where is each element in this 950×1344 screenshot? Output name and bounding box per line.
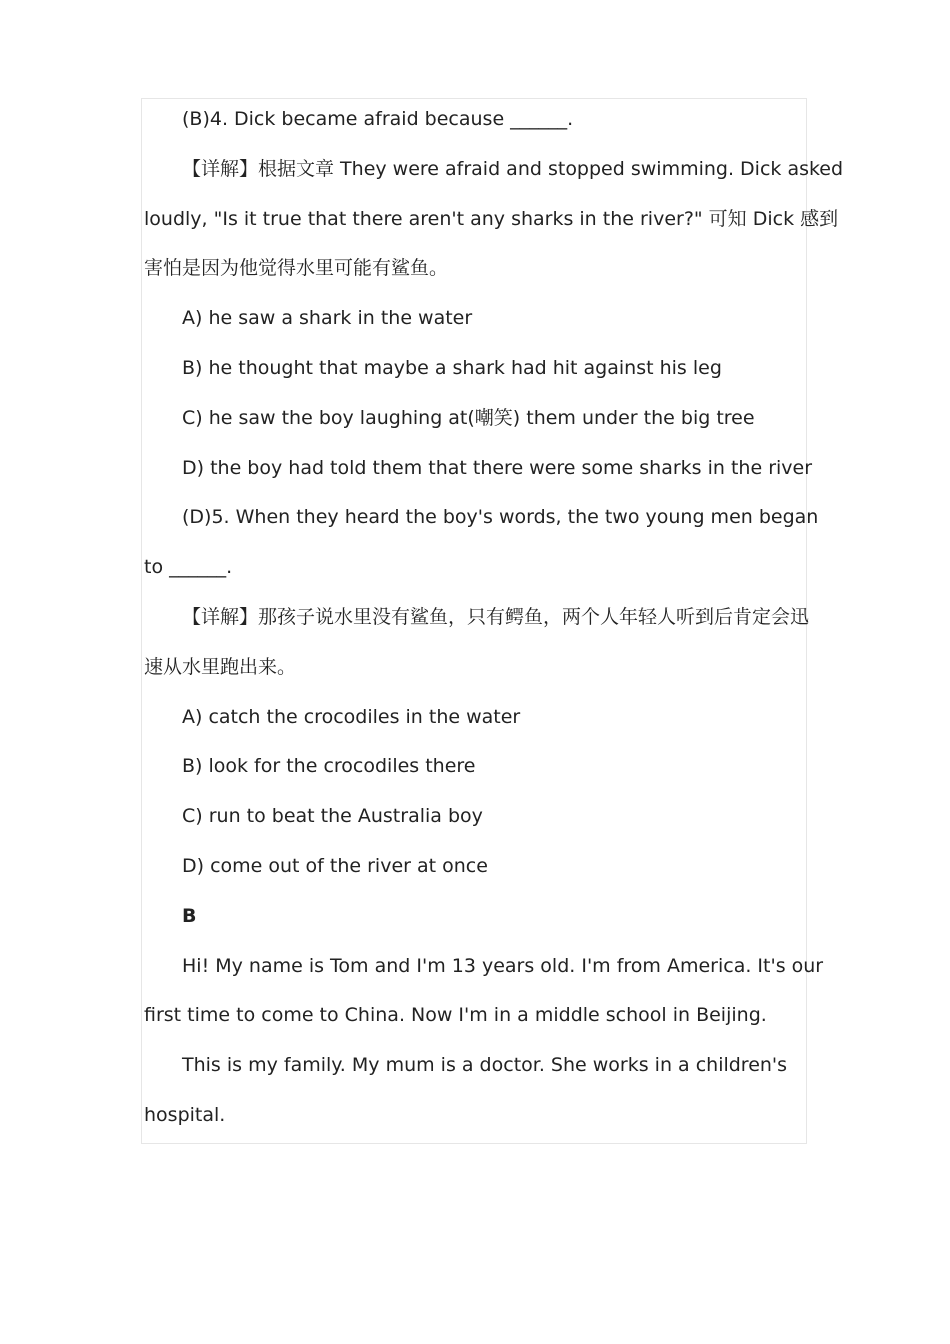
passage-paragraph-1-line-1: Hi! My name is Tom and I'm 13 years old. I'm from America. It's our xyxy=(182,954,824,977)
question-4-option-c: C) he saw the boy laughing at(嘲笑) them under the big tree xyxy=(182,406,755,429)
question-5-stem-line-2: to ______. xyxy=(144,556,233,579)
question-5-option-a: A) catch the crocodiles in the water xyxy=(182,705,521,728)
question-5-stem-line-1: (D)5. When they heard the boy's words, the two young men began xyxy=(182,506,819,529)
section-heading: B xyxy=(182,904,197,927)
question-5-explanation-line-2: 速从水里跑出来。 xyxy=(144,655,297,678)
question-4-stem: (B)4. Dick became afraid because ______. xyxy=(182,108,574,130)
passage-paragraph-2-line-2: hospital. xyxy=(144,1103,226,1126)
question-4-option-d: D) the boy had told them that there were some sharks in the river xyxy=(182,456,813,479)
question-5-option-b: B) look for the crocodiles there xyxy=(182,755,476,778)
question-5-option-d: D) come out of the river at once xyxy=(182,854,488,877)
question-4-option-b: B) he thought that maybe a shark had hit against his leg xyxy=(182,356,722,379)
document-body xyxy=(144,95,844,1141)
question-4-option-a: A) he saw a shark in the water xyxy=(182,307,473,330)
passage-paragraph-1-line-2: first time to come to China. Now I'm in a middle school in Beijing. xyxy=(144,1004,767,1027)
question-4-explanation-line-1: 【详解】根据文章 They were afraid and stopped swimming. Dick asked xyxy=(182,157,844,180)
question-5-option-c: C) run to beat the Australia boy xyxy=(182,805,483,828)
question-4-explanation-line-2: loudly, "Is it true that there aren't any sharks in the river?" 可知 Dick 感到 xyxy=(144,207,839,230)
question-5-explanation-line-1: 【详解】那孩子说水里没有鲨鱼，只有鳄鱼，两个人年轻人听到后肯定会迅 xyxy=(182,605,810,628)
passage-paragraph-2-line-1: This is my family. My mum is a doctor. She works in a children's xyxy=(182,1054,788,1077)
question-4-explanation-line-3: 害怕是因为他觉得水里可能有鲨鱼。 xyxy=(144,257,449,280)
